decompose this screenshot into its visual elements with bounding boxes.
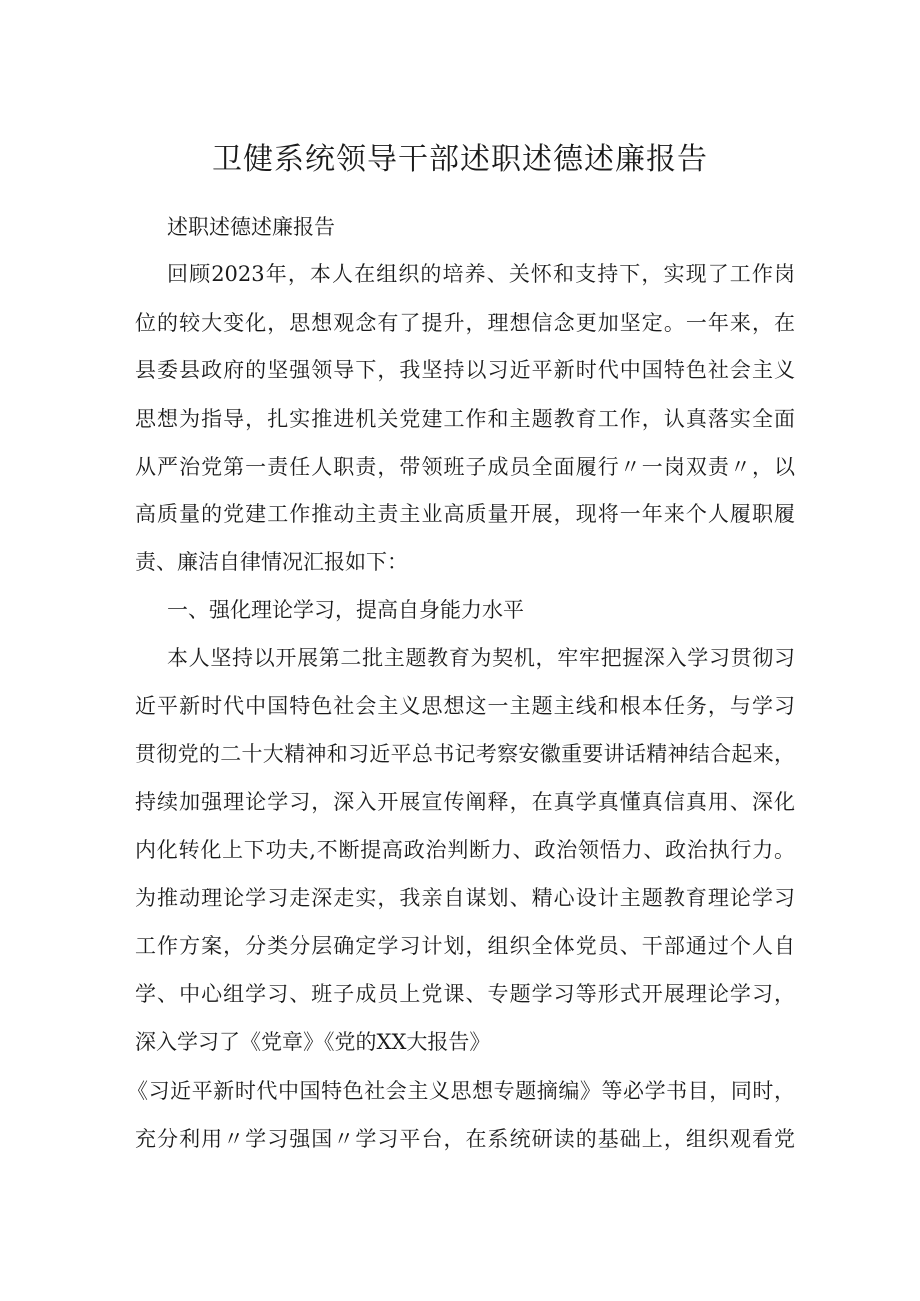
- paragraph-line: 本人坚持以开展第二批主题教育为契机，牢牢把握深入学习贯彻习: [167, 646, 795, 670]
- paragraph-line: 责、廉洁自律情况汇报如下：: [135, 550, 408, 574]
- paragraph-line: 深入学习了《党章》《党的XX大报告》: [135, 1030, 491, 1054]
- paragraph-line: 为推动理论学习走深走实，我亲自谋划、精心设计主题教育理论学习: [135, 886, 795, 910]
- paragraph-line: 近平新时代中国特色社会主义思想这一主题主线和根本任务，与学习: [135, 694, 795, 718]
- paragraph-line: 《习近平新时代中国特色社会主义思想专题摘编》等必学书目，同时，: [127, 1079, 795, 1103]
- paragraph-line: 持续加强理论学习，深入开展宣传阐释，在真学真懂真信真用、深化: [135, 790, 795, 814]
- paragraph-line: 回顾2023年，本人在组织的培养、关怀和支持下，实现了工作岗: [167, 262, 795, 286]
- paragraph-line: 内化转化上下功夫,不断提高政治判断力、政治领悟力、政治执行力。: [135, 838, 795, 862]
- paragraph-line: 工作方案，分类分层确定学习计划，组织全体党员、干部通过个人自: [135, 934, 795, 958]
- paragraph-line: 县委县政府的坚强领导下，我坚持以习近平新时代中国特色社会主义: [135, 358, 795, 382]
- document-title: 卫健系统领导干部述职述德述廉报告: [212, 142, 708, 177]
- paragraph-line: 从严治党第一责任人职责，带领班子成员全面履行〃一岗双责〃，以: [135, 455, 795, 479]
- paragraph-line: 思想为指导，扎实推进机关党建工作和主题教育工作，认真落实全面: [135, 407, 795, 431]
- paragraph-line: 充分利用〃学习强国〃学习平台，在系统研读的基础上，组织观看党: [135, 1127, 795, 1151]
- paragraph-line: 位的较大变化，思想观念有了提升，理想信念更加坚定。一年来，在: [135, 311, 795, 335]
- paragraph-line: 高质量的党建工作推动主责主业高质量开展，现将一年来个人履职履: [135, 502, 795, 526]
- section-heading: 一、强化理论学习，提高自身能力水平: [167, 598, 524, 622]
- paragraph-line: 贯彻党的二十大精神和习近平总书记考察安徽重要讲话精神结合起来，: [135, 742, 795, 766]
- paragraph-line: 学、中心组学习、班子成员上党课、专题学习等形式开展理论学习，: [135, 982, 795, 1006]
- subtitle-line: 述职述德述廉报告: [167, 215, 335, 239]
